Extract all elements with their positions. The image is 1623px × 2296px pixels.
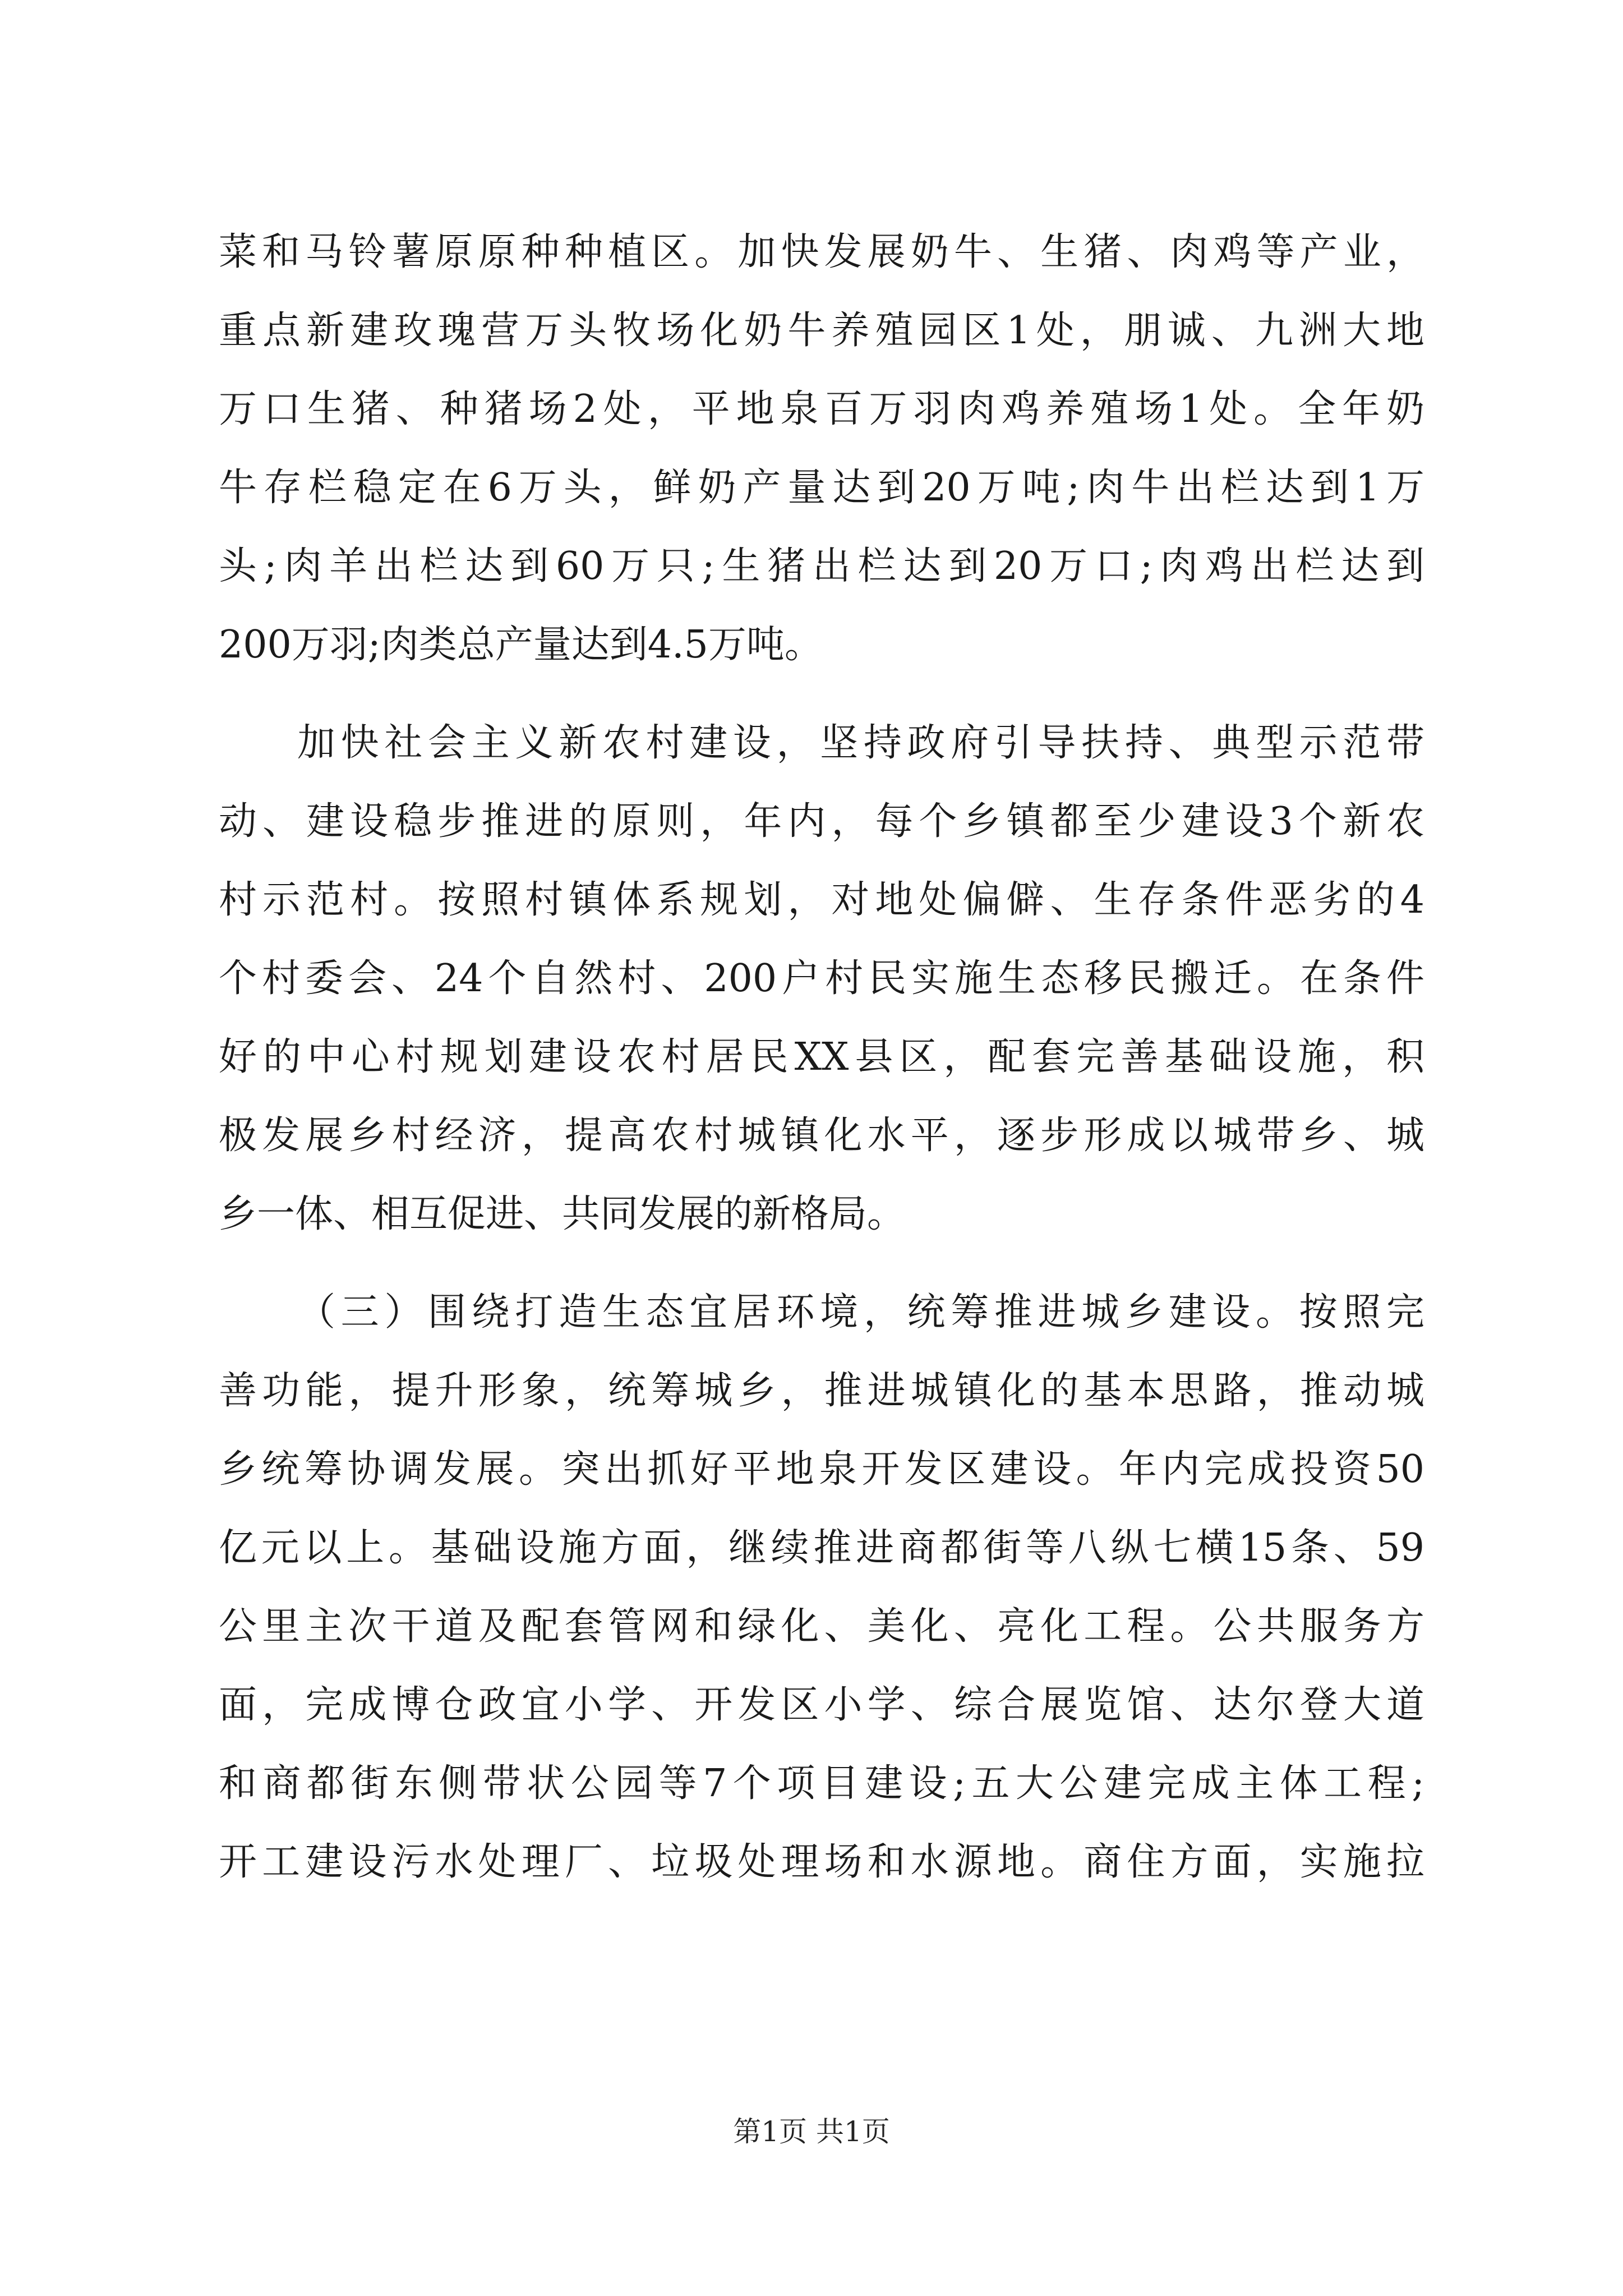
text-line: 和商都街东侧带状公园等7个项目建设;五大公建完成主体工程;	[219, 1761, 1424, 1806]
text-line: 好的中心村规划建设农村居民XX县区，配套完善基础设施，积	[219, 1035, 1424, 1079]
text-line: 菜和马铃薯原原种种植区。加快发展奶牛、生猪、肉鸡等产业，	[219, 230, 1424, 274]
text-line: 加快社会主义新农村建设，坚持政府引导扶持、典型示范带	[297, 721, 1424, 765]
text-line: 万口生猪、种猪场2处，平地泉百万羽肉鸡养殖场1处。全年奶	[219, 387, 1424, 431]
text-line: 头;肉羊出栏达到60万只;生猪出栏达到20万口;肉鸡出栏达到	[219, 544, 1424, 588]
text-line: 200万羽;肉类总产量达到4.5万吨。	[219, 623, 823, 667]
text-line: 亿元以上。基础设施方面，继续推进商都街等八纵七横15条、59	[219, 1526, 1424, 1570]
text-line: 开工建设污水处理厂、垃圾处理场和水源地。商住方面，实施拉	[219, 1840, 1424, 1884]
page-number-footer: 第1页 共1页	[733, 2115, 890, 2148]
text-line: 公里主次干道及配套管网和绿化、美化、亮化工程。公共服务方	[219, 1604, 1424, 1649]
text-line: 面，完成博仓政宜小学、开发区小学、综合展览馆、达尔登大道	[219, 1683, 1424, 1727]
text-line: 重点新建玫瑰营万头牧场化奶牛养殖园区1处，朋诚、九洲大地	[219, 309, 1424, 353]
text-line: 极发展乡村经济，提高农村城镇化水平，逐步形成以城带乡、城	[219, 1114, 1424, 1158]
text-line: 个村委会、24个自然村、200户村民实施生态移民搬迁。在条件	[219, 956, 1424, 1001]
text-line: 乡统筹协调发展。突出抓好平地泉开发区建设。年内完成投资50	[219, 1447, 1424, 1492]
text-line: （三）围绕打造生态宜居环境，统筹推进城乡建设。按照完	[297, 1290, 1424, 1335]
text-line: 善功能，提升形象，统筹城乡，推进城镇化的基本思路，推动城	[219, 1369, 1424, 1413]
text-line: 牛存栏稳定在6万头，鲜奶产量达到20万吨;肉牛出栏达到1万	[219, 466, 1424, 510]
text-line: 村示范村。按照村镇体系规划，对地处偏僻、生存条件恶劣的4	[219, 878, 1424, 922]
text-line: 乡一体、相互促进、共同发展的新格局。	[219, 1192, 906, 1236]
text-line: 动、建设稳步推进的原则，年内，每个乡镇都至少建设3个新农	[219, 799, 1424, 844]
